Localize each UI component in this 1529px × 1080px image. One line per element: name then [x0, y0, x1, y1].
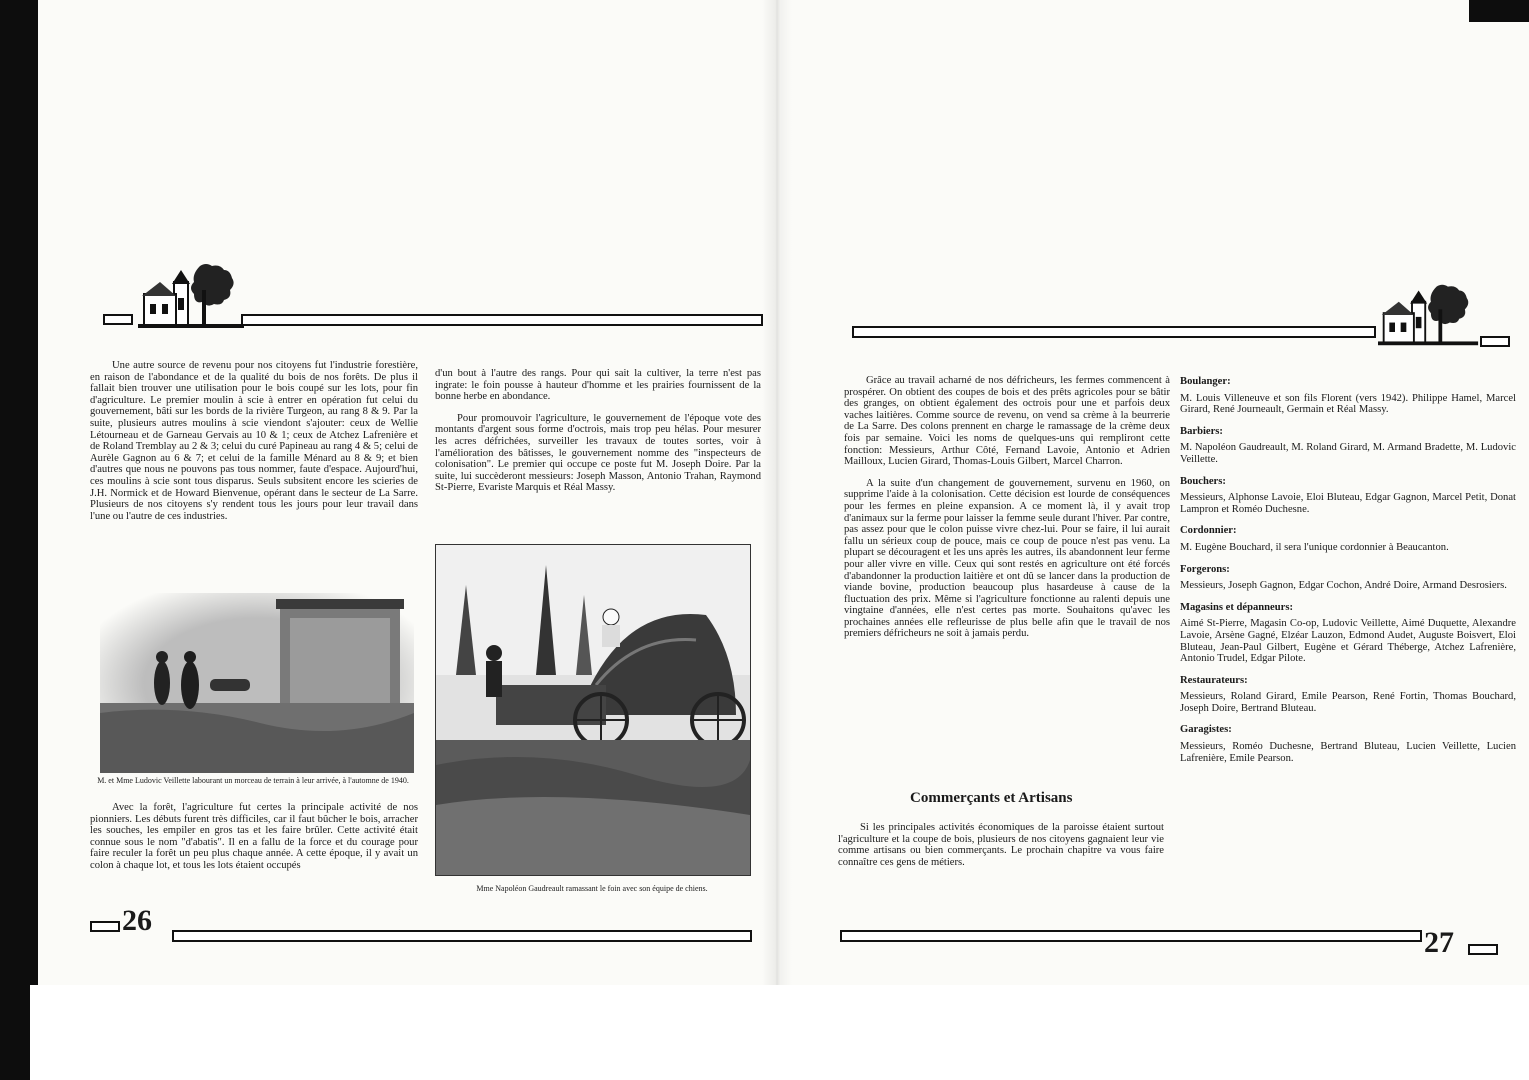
footer-bar-left	[172, 930, 752, 942]
category-label: Restaurateurs:	[1180, 674, 1248, 686]
header-square-right	[1480, 336, 1510, 347]
paragraph: Une autre source de revenu pour nos citoyens fut l'industrie forestière, en raison de l'abondance et de la qualité du bois de nos forêts. De plus il fallait bien trouver une utilisation pour le bois coupé sur les lots, pour fin d'agriculture. Le premier moulin à scie à entrer en opération fut celui du gouvernement, bâti sur les bords de la rivière Turgeon, au rang 8 & 9. Par la suite, plusieurs autres moulins à scie viendont s'ajouter: ceux de Wellie Létourneau et de Garneau Gervais au 10 & 1; ceux de Atchez Lafrenière et de Roland Tremblay au 2 & 3; celui du curé Papineau au rang 4 & 5; celui de Aurèle Gagnon au 6 & 7; et celui de la famille Ménard au 8 & 9; et bien d'autres que nous ne pouvons pas tous nommer, faute d'espace. Aujourd'hui, ces moulins à scie sont tous disparus. Seuls subsitent encore les scieries de J.H. Normick et de Howard Bienvenue, opérant dans le secteur de La Sarre. Plusieurs de nos citoyens s'y rendent tous les jours pour leur travail dans l'une ou l'autre de ces industries.	[90, 360, 418, 522]
header-bar-right	[852, 326, 1376, 338]
category-names: Messieurs, Roméo Duchesne, Bertrand Bluteau, Lucien Veillette, Lucien Lafrenière, Emile Pearson.	[1180, 741, 1516, 764]
photo-caption: M. et Mme Ludovic Veillette labourant un morceau de terrain à leur arrivée, à l'automne de 1940.	[97, 776, 409, 785]
category-names: Messieurs, Alphonse Lavoie, Eloi Bluteau, Edgar Gagnon, Marcel Petit, Donat Lampron et Roméo Duchesne.	[1180, 492, 1516, 515]
category-names: M. Napoléon Gaudreault, M. Roland Girard, M. Armand Bradette, M. Ludovic Veillette.	[1180, 442, 1516, 465]
paragraph: d'un bout à l'autre des rangs. Pour qui sait la cultiver, la terre n'est pas ingrate: le foin pousse à hauteur d'homme et les prairies fournissent de la bonne herbe en abondance.	[435, 368, 761, 403]
category-names: M. Eugène Bouchard, il sera l'unique cordonnier à Beaucanton.	[1180, 541, 1449, 553]
right-col1-text	[844, 375, 1170, 650]
category-label: Magasins et dépanneurs:	[1180, 601, 1294, 613]
church-icon	[1378, 282, 1480, 348]
category-names: Messieurs, Joseph Gagnon, Edgar Cochon, André Doire, Armand Desrosiers.	[1180, 580, 1507, 592]
center-fold	[762, 0, 792, 985]
right-section-text	[838, 822, 1164, 878]
photo-caption: Mme Napoléon Gaudreault ramassant le foin avec son équipe de chiens.	[476, 884, 708, 893]
category-names: Messieurs, Roland Girard, Emile Pearson, René Fortin, Thomas Bouchard, Joseph Doire, Bertrand Bluteau.	[1180, 691, 1516, 714]
category-label: Barbiers:	[1180, 425, 1223, 437]
church-icon	[138, 262, 246, 330]
paragraph: Pour promouvoir l'agriculture, le gouvernement de l'époque vote des montants d'argent sous forme d'octrois, mais trop peu hélas. Pour mesurer les acres défrichées, surveiller les travaux de toutes sortes, voir à l'amélioration des bâtisses, le gouvernement nomme des "inspecteurs de colonisation". Le premier qui occupe ce poste fut M. Joseph Doire. Par la suite, lui succèderont messieurs: Joseph Masson, Antonio Trahan, Raymond St-Pierre, Evariste Marquis et Réal Massy.	[435, 412, 761, 494]
photo-plowing	[100, 593, 414, 773]
left-col2-text	[435, 368, 761, 504]
page-number-left: 26	[122, 904, 152, 937]
header-square-left	[103, 314, 133, 325]
category-label: Garagistes:	[1180, 724, 1232, 736]
paragraph: Grâce au travail acharné de nos défricheurs, les fermes commencent à prospérer. On obtient des coupes de bois et des prêts agricoles pour se bâtir des granges, on obtient également des octrois pour une et parfois deux vaches laitières. Comme source de revenu, on vend sa crème à la beurrerie de La Sarre. Des colons prennent en charge le ramassage de la crème deux fois par semaine. Voici les noms de quelques-uns qui rempliront cette fonction: Messieurs, Arthur Côté, Fernand Lavoie, Antonio et Adrien Mailloux, Lucien Girard, Thomas-Louis Gilbert, Marcel Charron.	[844, 375, 1170, 468]
left-col1-bottom-text	[90, 802, 418, 882]
paragraph: A la suite d'un changement de gouvernement, survenu en 1960, on supprime l'aide à la colonisation. Cette décision est lourde de conséquences pour les fermes en pleine expansion. A ce moment là, il y avait trop d'animaux sur la ferme pour laisser la femme seule durant l'hiver. Par contre, pas assez pour que le colon puisse vivre chez-lui. Pour se faire, il lui aurait fallu un sérieux coup de pouce, mais ce coup de pouce n'est pas venu. La plupart se découragent et les uns après les autres, ils abandonnent leur ferme pour aller vivre en ville. Ceux qui sont restés en agriculture ont été forcés d'abandonner la production laitière et ont dû se lancer dans la production de viande bovine, production beaucoup plus hasardeuse à cause de la fluctuation des prix. Même si l'agriculture fonctionne au ralenti depuis une vingtaine d'années, elle n'est certes pas morte. Souhaitons qu'avec les prochaines années elle refleurisse de plus belle afin que le travail de nos premiers défricheurs ne soit à jamais perdu.	[844, 477, 1170, 640]
category-names: Aimé St-Pierre, Magasin Co-op, Ludovic Veillette, Aimé Duquette, Alexandre Lavoie, Arsène Gagné, Elzéar Lauzon, Edmond Audet, Auguste Boisvert, Eloi Bluteau, Jean-Paul Gilbert, Eugène et Gérard Théberge, Atchez Lafrenière, Antonio Trudel, Edgar Pilote.	[1180, 618, 1516, 665]
category-label: Boulanger:	[1180, 376, 1231, 387]
paragraph: Avec la forêt, l'agriculture fut certes la principale activité de nos pionniers. Les débuts furent très difficiles, car il faut bûcher le bois, arracher les souches, les empiler en gros tas et les faire brûler. Cette activité était connue sous le nom "d'abatis". Il en a fallu de la force et du courage pour faire reculer la forêt un peu plus chaque année. A cette époque, il y avait un colon à chaque lot, et tous les lots étaient occupés	[90, 802, 418, 871]
left-col1-text	[90, 360, 418, 532]
merchants-list	[1180, 376, 1516, 774]
section-heading: Commerçants et Artisans	[910, 790, 1073, 806]
paragraph: Si les principales activités économiques de la paroisse étaient surtout l'agriculture et la coupe de bois, plusieurs de nos citoyens gagnaient leur vie comme artisans ou bien commerçants. Le prochain chapitre va vous faire connaître ces gens de métiers.	[838, 822, 1164, 868]
category-names: M. Louis Villeneuve et son fils Florent (vers 1942). Philippe Hamel, Marcel Girard, René Journeault, Germain et Réal Massy.	[1180, 392, 1516, 416]
category-label: Bouchers:	[1180, 475, 1226, 487]
footer-square-right	[1468, 944, 1498, 955]
scan-border	[30, 985, 1529, 1080]
page-number-right: 27	[1424, 926, 1454, 959]
category-label: Cordonnier:	[1180, 525, 1237, 537]
footer-bar-right	[840, 930, 1422, 942]
category-label: Forgerons:	[1180, 563, 1230, 575]
header-bar-left	[241, 314, 763, 326]
scan-corner	[1469, 0, 1529, 22]
footer-square-left	[90, 921, 120, 932]
photo-haying	[435, 544, 751, 876]
